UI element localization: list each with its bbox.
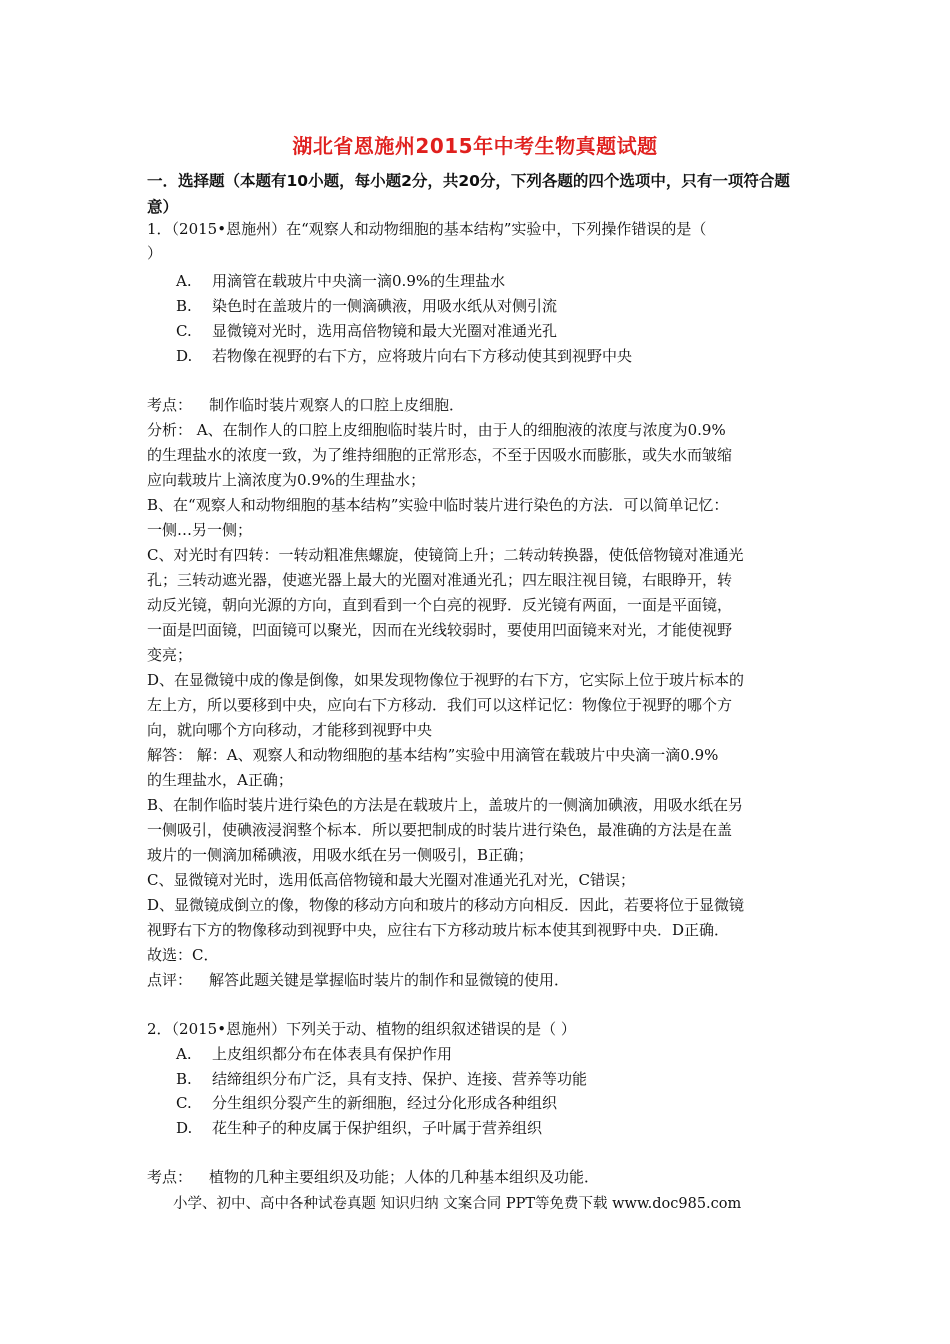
q1-analysis-line: 动反光镜，朝向光源的方向，直到看到一个白亮的视野．反光镜有两面，一面是平面镜， bbox=[147, 596, 733, 614]
q2-kaodian bbox=[147, 1165, 599, 1189]
option-letter: A. bbox=[176, 272, 192, 290]
q1-analysis-line: 的生理盐水的浓度一致，为了维持细胞的正常形态，不至于因吸水而膨胀，或失水而皱缩 bbox=[147, 446, 733, 464]
option-letter: B. bbox=[176, 1070, 192, 1088]
q1-answer-line: 解答： 解：A、观察人和动物细胞的基本结构”实验中用滴管在载玻片中央滴一滴0.9% bbox=[147, 746, 719, 764]
q1-analysis-line: 变亮； bbox=[147, 646, 193, 664]
q1-analysis-line: 一侧…另一侧； bbox=[147, 521, 253, 539]
q1-answer-line: B、在制作临时装片进行染色的方法是在载玻片上，盖玻片的一侧滴加碘液，用吸水纸在另 bbox=[147, 796, 744, 814]
q1-analysis-line: 孔；三转动遮光器，使遮光器上最大的光圈对准通光孔；四左眼注视目镜，右眼睁开，转 bbox=[147, 571, 733, 589]
section-heading: 一．选择题（本题有10小题，每小题2分，共20分，下列各题的四个选项中，只有一项符合题意） bbox=[147, 172, 790, 216]
kaodian-label: 考点： bbox=[147, 396, 193, 414]
page-footer: 小学、初中、高中各种试卷真题 知识归纳 文案合同 PPT等免费下载 www.doc985.com bbox=[173, 1196, 742, 1212]
q1-stem-line-2: ） bbox=[147, 244, 163, 262]
option-text: 花生种子的种皮属于保护组织，子叶属于营养组织 bbox=[212, 1119, 543, 1137]
q1-analysis-line: 一面是凹面镜，凹面镜可以聚光，因而在光线较弱时，要使用凹面镜来对光，才能使视野 bbox=[147, 621, 733, 639]
option-letter: D. bbox=[176, 347, 193, 365]
q1-analysis-line: 向，就向哪个方向移动，才能移到视野中央 bbox=[147, 721, 433, 739]
kaodian-label: 考点： bbox=[147, 1168, 193, 1186]
option-text: 用滴管在载玻片中央滴一滴0.9%的生理盐水 bbox=[212, 272, 506, 290]
q1-answer-line: C、显微镜对光时，选用低高倍物镜和最大光圈对准通光孔对光，C错误； bbox=[147, 871, 635, 889]
q1-analysis-line: 分析： A、在制作人的口腔上皮细胞临时装片时，由于人的细胞液的浓度与浓度为0.9% bbox=[147, 421, 726, 439]
q1-answer-line: 的生理盐水，A正确； bbox=[147, 771, 293, 789]
comment-text: 解答此题关键是掌握临时装片的制作和显微镜的使用． bbox=[209, 971, 570, 989]
q1-answer-line: 玻片的一侧滴加稀碘液，用吸水纸在另一侧吸引，B正确； bbox=[147, 846, 534, 864]
comment-label: 点评： bbox=[147, 971, 193, 989]
q1-option-c[interactable] bbox=[176, 319, 557, 343]
option-text: 结缔组织分布广泛，具有支持、保护、连接、营养等功能 bbox=[212, 1070, 588, 1088]
q1-option-a[interactable] bbox=[176, 269, 505, 293]
kaodian-text: 植物的几种主要组织及功能；人体的几种基本组织及功能． bbox=[209, 1168, 600, 1186]
option-letter: C. bbox=[176, 322, 192, 340]
option-text: 分生组织分裂产生的新细胞，经过分化形成各种组织 bbox=[212, 1094, 558, 1112]
q2-stem: 2．（2015•恩施州）下列关于动、植物的组织叙述错误的是（ ） bbox=[147, 1020, 576, 1038]
option-text: 上皮组织都分布在体表具有保护作用 bbox=[212, 1045, 453, 1063]
option-letter: B. bbox=[176, 297, 192, 315]
q1-analysis-line: C、对光时有四转：一转动粗准焦螺旋，使镜筒上升；二转动转换器，使低倍物镜对准通光 bbox=[147, 546, 744, 564]
q2-option-b[interactable] bbox=[176, 1067, 587, 1091]
q1-option-b[interactable] bbox=[176, 294, 557, 318]
option-letter: D. bbox=[176, 1119, 193, 1137]
q2-option-d[interactable] bbox=[176, 1116, 542, 1140]
option-text: 染色时在盖玻片的一侧滴碘液，用吸水纸从对侧引流 bbox=[212, 297, 558, 315]
document-title: 湖北省恩施州2015年中考生物真题试题 bbox=[292, 134, 658, 158]
q1-option-d[interactable] bbox=[176, 344, 632, 368]
option-letter: C. bbox=[176, 1094, 192, 1112]
option-letter: A. bbox=[176, 1045, 192, 1063]
q2-option-c[interactable] bbox=[176, 1091, 557, 1115]
q1-analysis-line: B、在“观察人和动物细胞的基本结构”实验中临时装片进行染色的方法．可以简单记忆： bbox=[147, 496, 729, 514]
kaodian-text: 制作临时装片观察人的口腔上皮细胞． bbox=[209, 396, 465, 414]
option-text: 显微镜对光时，选用高倍物镜和最大光圈对准通光孔 bbox=[212, 322, 558, 340]
q2-option-a[interactable] bbox=[176, 1042, 452, 1066]
option-text: 若物像在视野的右下方，应将玻片向右下方移动使其到视野中央 bbox=[212, 347, 633, 365]
q1-analysis-line: D、在显微镜中成的像是倒像，如果发现物像位于视野的右下方，它实际上位于玻片标本的 bbox=[147, 671, 745, 689]
q1-analysis-line: 应向载玻片上滴浓度为0.9%的生理盐水； bbox=[147, 471, 426, 489]
q1-answer-line: D、显微镜成倒立的像，物像的移动方向和玻片的移动方向相反．因此，若要将位于显微镜 bbox=[147, 896, 745, 914]
q1-comment bbox=[147, 968, 569, 992]
q1-answer-line: 故选：C． bbox=[147, 946, 219, 964]
q1-answer-line: 一侧吸引，使碘液浸润整个标本．所以要把制成的时装片进行染色，最准确的方法是在盖 bbox=[147, 821, 733, 839]
q1-kaodian bbox=[147, 393, 464, 417]
q1-answer-line: 视野右下方的物像移动到视野中央，应往右下方移动玻片标本使其到视野中央．D正确． bbox=[147, 921, 730, 939]
q1-analysis-line: 左上方，所以要移到中央，应向右下方移动．我们可以这样记忆：物像位于视野的哪个方 bbox=[147, 696, 733, 714]
q1-stem-line-1: 1．（2015•恩施州）在“观察人和动物细胞的基本结构”实验中，下列操作错误的是（ bbox=[147, 220, 707, 238]
